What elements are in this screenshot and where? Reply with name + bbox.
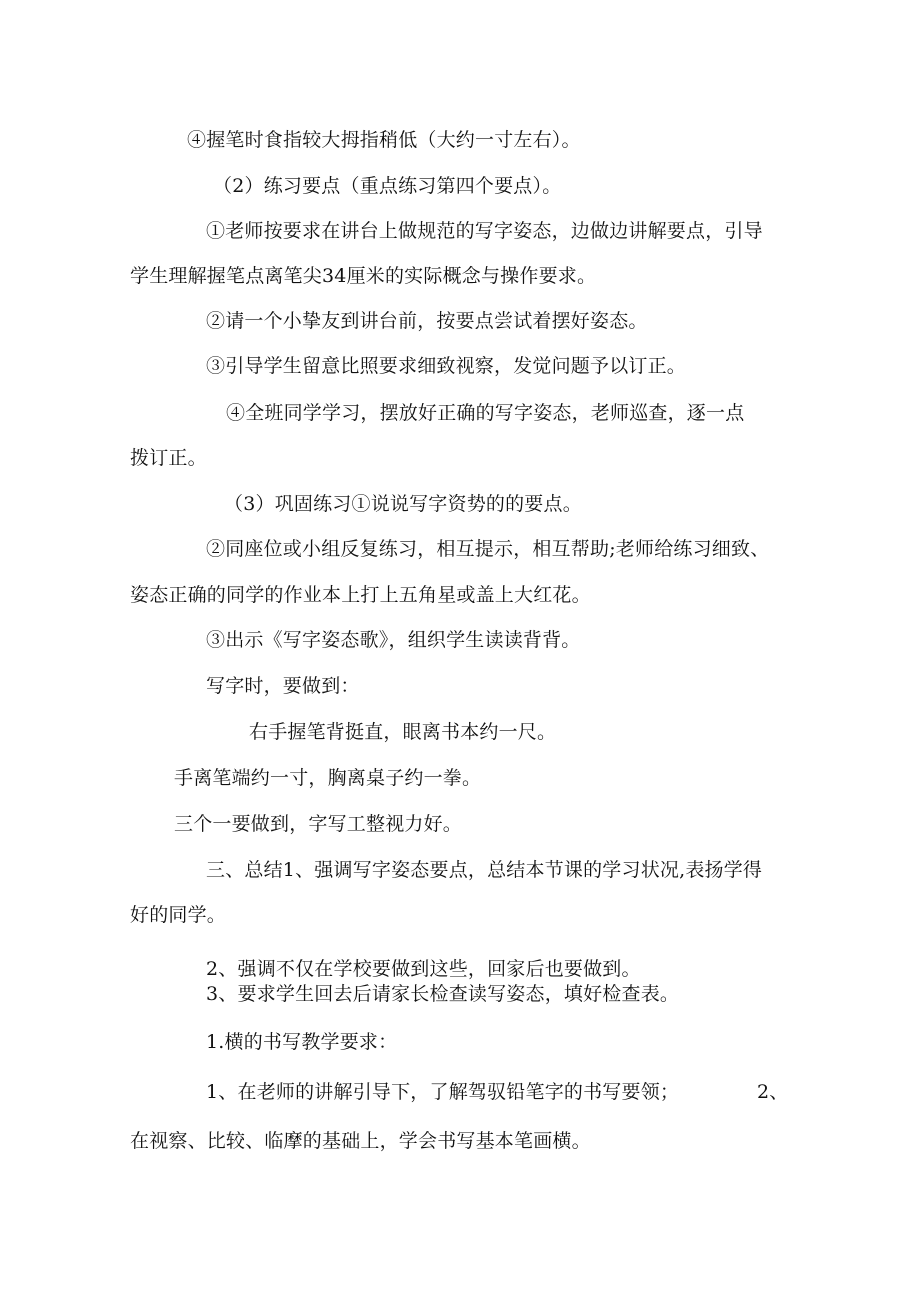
paragraph-line-3: ①老师按要求在讲台上做规范的写字姿态，边做边讲解要点，引导 bbox=[206, 220, 763, 242]
paragraph-line-18: 1.横的书写教学要求： bbox=[206, 1031, 398, 1053]
paragraph-line-14: 三、总结1、强调写字姿态要点，总结本节课的学习状况,表扬学得 bbox=[206, 859, 763, 881]
poem-line-1: 右手握笔背挺直，眼离书本约一尺。 bbox=[249, 721, 557, 743]
paragraph-line-11: 姿态正确的同学的作业本上打上五角星或盖上大红花。 bbox=[130, 584, 591, 606]
paragraph-line-17: 3、要求学生回去后请家长检查读写姿态，填好检查表。 bbox=[206, 983, 680, 1005]
paragraph-line-8: 拨订正。 bbox=[130, 447, 207, 469]
poem-line-2: 手离笔端约一寸，胸离桌子约一拳。 bbox=[174, 767, 482, 789]
paragraph-line-2: （2）练习要点（重点练习第四个要点）。 bbox=[213, 175, 562, 197]
paragraph-line-1: ④握笔时食指较大拇指稍低（大约一寸左右）。 bbox=[187, 129, 581, 151]
poem-line-3: 三个一要做到，字写工整视力好。 bbox=[174, 813, 463, 835]
paragraph-line-4: 学生理解握笔点离笔尖34厘米的实际概念与操作要求。 bbox=[130, 265, 597, 287]
paragraph-line-16: 2、强调不仅在学校要做到这些，回家后也要做到。 bbox=[206, 958, 641, 980]
paragraph-line-6: ③引导学生留意比照要求细致视察，发觉问题予以订正。 bbox=[206, 355, 687, 377]
paragraph-line-20: 在视察、比较、临摩的基础上，学会书写基本笔画横。 bbox=[130, 1130, 591, 1152]
paragraph-line-19-tail: 2、 bbox=[757, 1081, 789, 1103]
paragraph-line-15: 好的同学。 bbox=[130, 904, 227, 926]
paragraph-line-9: （3）巩固练习①说说写字资势的的要点。 bbox=[224, 493, 582, 515]
paragraph-line-12: ③出示《写字姿态歌》，组织学生读读背背。 bbox=[206, 629, 581, 651]
paragraph-line-7: ④全班同学学习，摆放好正确的写字姿态，老师巡查，逐一点 bbox=[226, 402, 745, 424]
paragraph-line-13: 写字时，要做到： bbox=[206, 675, 360, 697]
paragraph-line-10: ②同座位或小组反复练习，相互提示，相互帮助;老师给练习细致、 bbox=[206, 538, 770, 560]
paragraph-line-19: 1、在老师的讲解引导下，了解驾驭铅笔字的书写要领； bbox=[206, 1081, 680, 1103]
paragraph-line-5: ②请一个小挚友到讲台前，按要点尝试着摆好姿态。 bbox=[206, 310, 648, 332]
